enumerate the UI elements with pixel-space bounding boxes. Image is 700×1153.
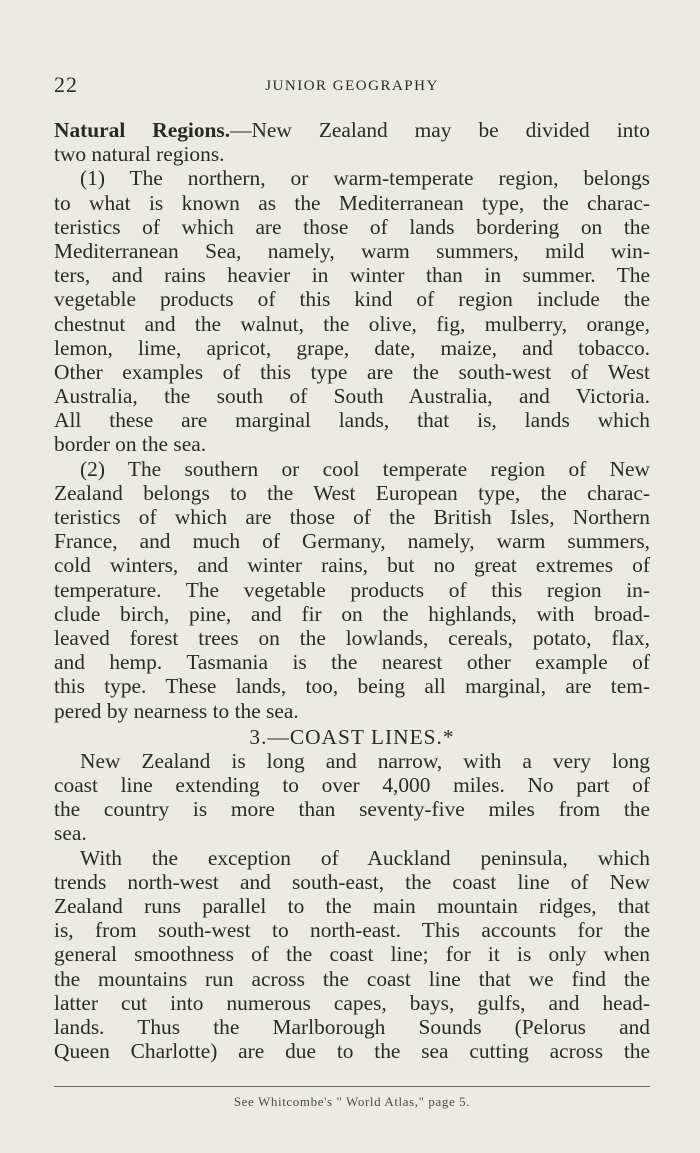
paragraph-line: the mountains run across the coast line that we find the (54, 966, 650, 991)
paragraph-line: teristics of which are those of the British Isles, Northern (54, 505, 650, 529)
paragraph-line: coast line extending to over 4,000 miles. No part of (54, 773, 650, 798)
paragraph-line: Mediterranean Sea, namely, warm summers, mild win- (54, 238, 650, 263)
paragraph-line: vegetable products of this kind of region include the (54, 287, 650, 312)
paragraph-line: border on the sea. (54, 432, 207, 457)
paragraph-line: lands. Thus the Marlborough Sounds (Pelorus and (54, 1014, 650, 1039)
paragraph-line: clude birch, pine, and fir on the highlands, with broad- (54, 601, 650, 626)
paragraph-line: trends north-west and south-east, the coast line of New (54, 869, 650, 894)
paragraph-line: Other examples of this type are the south-west of West (54, 359, 650, 384)
paragraph-line: (1) The northern, or warm-temperate region, belongs (80, 166, 650, 191)
paragraph-line: With the exception of Auckland peninsula, which (80, 845, 650, 870)
paragraph-line: Zealand belongs to the West European type, the charac- (54, 480, 650, 505)
paragraph-line: Queen Charlotte) are due to the sea cutting across the (54, 1039, 650, 1064)
paragraph-line: this type. These lands, too, being all marginal, are tem- (54, 674, 650, 699)
footnote: See Whitcombe's " World Atlas," page 5. (233, 1094, 471, 1109)
paragraph-line: sea. (54, 821, 87, 846)
paragraph-line: Australia, the south of South Australia, and Victoria. (54, 384, 650, 409)
paragraph-line: ters, and rains heavier in winter than in summer. The (54, 263, 650, 288)
section-heading-natural-regions: Natural Regions. (54, 118, 231, 142)
paragraph-line: two natural regions. (54, 142, 225, 167)
body-text (54, 118, 650, 1063)
paragraph-line: chestnut and the walnut, the olive, fig, mulberry, orange, (54, 311, 650, 336)
paragraph-line: (2) The southern or cool temperate region of New (80, 456, 650, 481)
page-header (54, 72, 650, 102)
paragraph-line: All these are marginal lands, that is, lands which (54, 408, 650, 433)
paragraph-line: teristics of which are those of lands bordering on the (54, 214, 650, 239)
paragraph-line: pered by nearness to the sea. (54, 698, 299, 723)
paragraph-line: latter cut into numerous capes, bays, gulfs, and head- (54, 990, 650, 1015)
footnote-divider (54, 1086, 650, 1087)
paragraph-line: leaved forest trees on the lowlands, cereals, potato, flax, (54, 625, 650, 650)
paragraph-line: the country is more than seventy-five miles from the (54, 797, 650, 822)
paragraph-line: and hemp. Tasmania is the nearest other example of (54, 650, 650, 675)
paragraph-line: cold winters, and winter rains, but no great extremes of (54, 553, 650, 578)
paragraph-line: lemon, lime, apricot, grape, date, maize, and tobacco. (54, 335, 650, 360)
paragraph-line: general smoothness of the coast line; for it is only when (54, 942, 650, 967)
paragraph-line: Natural Regions.—New Zealand may be divided into (54, 118, 650, 142)
paragraph-line: Zealand runs parallel to the main mountain ridges, that (54, 894, 650, 918)
page-number: 22 (54, 72, 78, 97)
section-heading-coast-lines: 3.—COAST LINES.* (249, 724, 455, 749)
paragraph-line: New Zealand is long and narrow, with a very long (80, 748, 650, 773)
paragraph-line: is, from south-west to north-east. This accounts for the (54, 918, 650, 943)
paragraph-line: France, and much of Germany, namely, warm summers, (54, 529, 650, 554)
paragraph-line: temperature. The vegetable products of this region in- (54, 577, 650, 602)
paragraph-line: to what is known as the Mediterranean type, the charac- (54, 190, 650, 215)
running-title: JUNIOR GEOGRAPHY (265, 78, 439, 94)
